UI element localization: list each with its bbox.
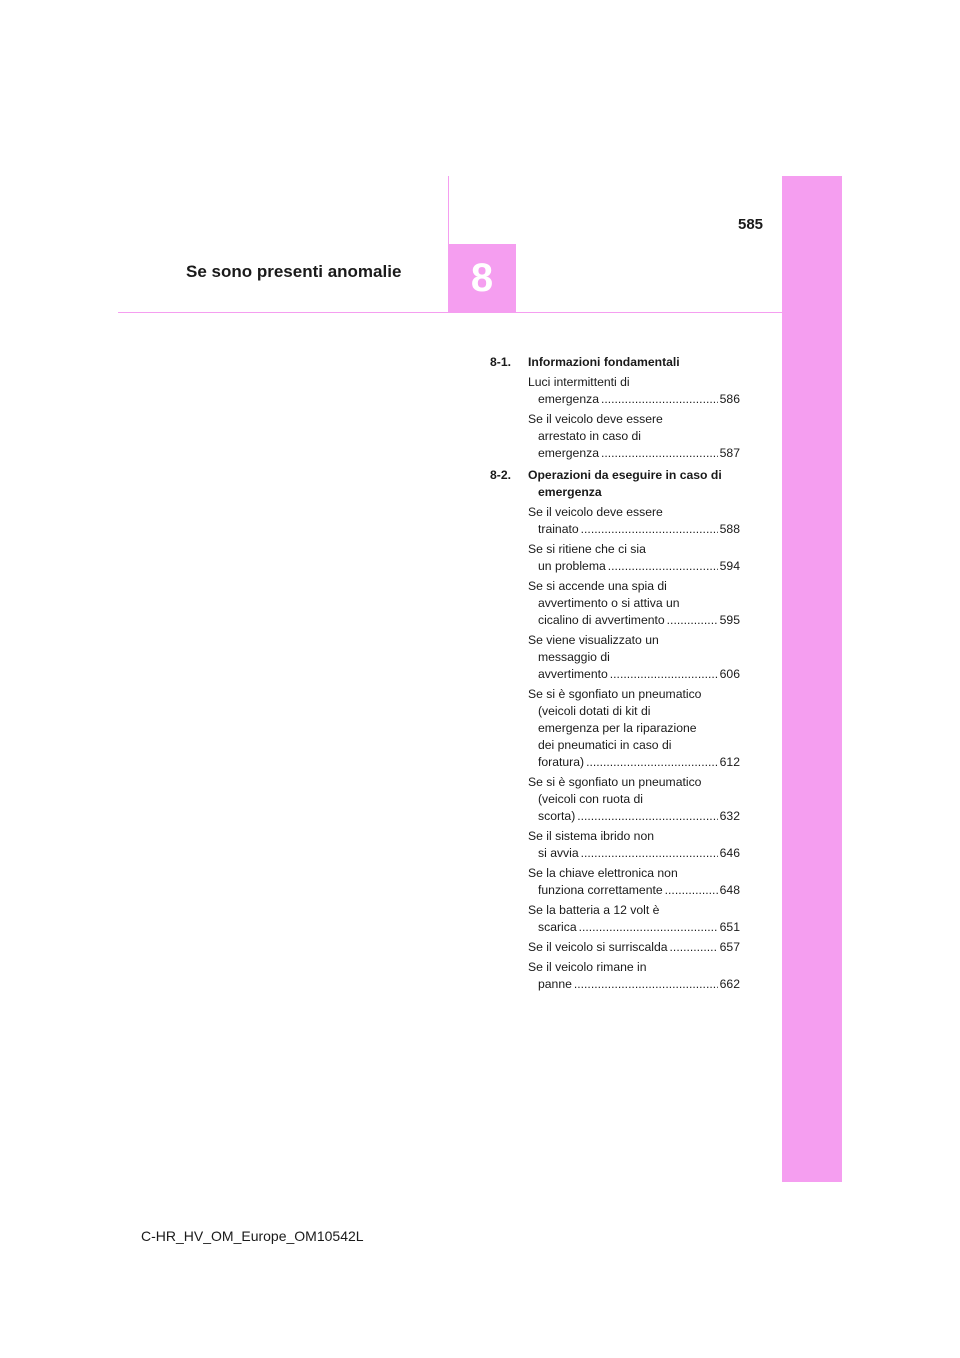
toc-page-number[interactable]: 646: [719, 846, 740, 860]
toc-page-number[interactable]: 662: [719, 977, 740, 991]
toc-entry-text: trainato: [538, 522, 579, 536]
toc-entry-text: cicalino di avvertimento: [538, 613, 665, 627]
toc-entry-line: (veicoli dotati di kit di: [538, 704, 651, 718]
dot-leader: [610, 666, 718, 683]
toc-entry-last-line: [538, 666, 740, 683]
toc-section-title: Informazioni fondamentali: [528, 355, 680, 369]
chapter-side-tab: [782, 176, 842, 1182]
toc-entry-line: Se viene visualizzato un: [528, 633, 659, 647]
toc-page-number[interactable]: 606: [719, 667, 740, 681]
toc-entry-last-line: [538, 558, 740, 575]
toc-entry-text: foratura): [538, 755, 585, 769]
toc-page-number[interactable]: 632: [719, 809, 740, 823]
toc-page-number[interactable]: 657: [719, 940, 740, 954]
toc-entry-line: dei pneumatici in caso di: [538, 738, 672, 752]
toc-entry-line: Se si è sgonfiato un pneumatico: [528, 775, 702, 789]
toc-entry[interactable]: [528, 504, 740, 538]
page-number: 585: [738, 216, 764, 233]
toc-entry-text: scorta): [538, 809, 576, 823]
toc-entry[interactable]: [528, 902, 740, 936]
header-vertical-rule: [448, 176, 449, 244]
dot-leader: [601, 445, 718, 462]
dot-leader: [665, 882, 718, 899]
chapter-title: Se sono presenti anomalie: [186, 262, 402, 281]
toc-entry-text: un problema: [538, 559, 606, 573]
toc-entry-last-line: [538, 391, 740, 408]
toc-entry-line: Luci intermittenti di: [528, 375, 630, 389]
toc-entry-line: Se si è sgonfiato un pneumatico: [528, 687, 702, 701]
toc-entry[interactable]: [528, 865, 740, 899]
toc-page-number[interactable]: 588: [719, 522, 740, 536]
dot-leader: [601, 391, 718, 408]
toc-entry-last-line: [538, 882, 740, 899]
chapter-number-box: [448, 244, 516, 313]
toc-entry-last-line: [538, 808, 740, 825]
toc-entry[interactable]: [528, 828, 740, 862]
toc-section-number: 8-1.: [490, 355, 512, 369]
toc-entry[interactable]: [528, 774, 740, 825]
toc-section: [490, 467, 740, 993]
toc-entry[interactable]: [528, 541, 740, 575]
toc-entry-last-line: [538, 919, 740, 936]
toc-entry-text: si avvia: [538, 846, 579, 860]
toc-page-number[interactable]: 594: [719, 559, 740, 573]
dot-leader: [579, 919, 718, 936]
toc-entry-line: Se si ritiene che ci sia: [528, 542, 646, 556]
dot-leader: [577, 808, 717, 825]
toc-entry[interactable]: [528, 686, 740, 771]
toc-entry-line: emergenza per la riparazione: [538, 721, 697, 735]
toc-entry-line: Se la chiave elettronica non: [528, 866, 678, 880]
toc-entry[interactable]: [528, 939, 740, 956]
toc-entry[interactable]: [528, 411, 740, 462]
toc-entry-line: Se la batteria a 12 volt è: [528, 903, 660, 917]
toc-entry-line: Se il sistema ibrido non: [528, 829, 654, 843]
toc-page-number[interactable]: 648: [719, 883, 740, 897]
toc-page-number[interactable]: 586: [719, 392, 740, 406]
toc-entry-text: panne: [538, 977, 572, 991]
toc-section: [490, 354, 740, 462]
toc-entry-line: (veicoli con ruota di: [538, 792, 643, 806]
toc-entry-last-line: [538, 445, 740, 462]
toc-entry-line: messaggio di: [538, 650, 610, 664]
toc-entry-text: emergenza: [538, 446, 599, 460]
dot-leader: [581, 521, 718, 538]
toc-entry-text: Se il veicolo si surriscalda: [528, 940, 668, 954]
toc-page-number[interactable]: 587: [719, 446, 740, 460]
toc-entry-line: avvertimento o si attiva un: [538, 596, 680, 610]
dot-leader: [581, 845, 718, 862]
toc-entry-line: Se il veicolo deve essere: [528, 505, 663, 519]
toc-entry[interactable]: [528, 632, 740, 683]
toc-section-number: 8-2.: [490, 468, 512, 482]
table-of-contents: [490, 354, 740, 998]
toc-entry-text: avvertimento: [538, 667, 608, 681]
toc-entry-line: Se il veicolo deve essere: [528, 412, 663, 426]
toc-entry-text: emergenza: [538, 392, 599, 406]
toc-entry[interactable]: [528, 374, 740, 408]
chapter-number: 8: [470, 256, 494, 300]
toc-entry-text: scarica: [538, 920, 577, 934]
manual-code: C-HR_HV_OM_Europe_OM10542L: [141, 1228, 364, 1244]
toc-entry-last-line: [528, 939, 740, 956]
toc-entry-line: arrestato in caso di: [538, 429, 641, 443]
toc-entry-line: Se si accende una spia di: [528, 579, 667, 593]
dot-leader: [586, 754, 718, 771]
toc-entry-last-line: [538, 976, 740, 993]
toc-section-title: Operazioni da eseguire in caso di emergenza: [528, 468, 722, 499]
toc-entry-last-line: [538, 612, 740, 629]
dot-leader: [608, 558, 718, 575]
dot-leader: [670, 939, 718, 956]
toc-page-number[interactable]: 612: [719, 755, 740, 769]
toc-section-heading: [490, 467, 740, 501]
toc-section-heading: [490, 354, 740, 371]
toc-page-number[interactable]: 651: [719, 920, 740, 934]
toc-entry-line: Se il veicolo rimane in: [528, 960, 647, 974]
dot-leader: [667, 612, 718, 629]
toc-page-number[interactable]: 595: [719, 613, 740, 627]
toc-entry-text: funziona correttamente: [538, 883, 663, 897]
toc-entry[interactable]: [528, 578, 740, 629]
toc-entry-last-line: [538, 845, 740, 862]
toc-entry-last-line: [538, 754, 740, 771]
toc-entry[interactable]: [528, 959, 740, 993]
dot-leader: [574, 976, 718, 993]
toc-entry-last-line: [538, 521, 740, 538]
